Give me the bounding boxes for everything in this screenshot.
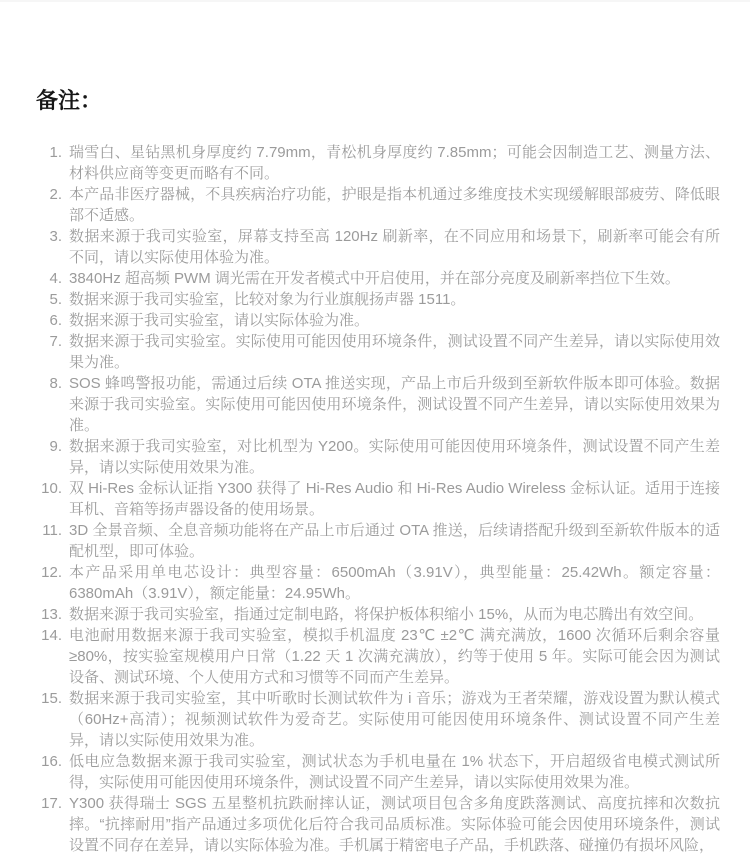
note-number: 10. [41,480,62,497]
note-text: 数据来源于我司实验室，指通过定制电路，将保护板体积缩小 15%，从而为电芯腾出有效空间。 [69,606,704,623]
notes-list [0,142,750,856]
note-number: 1. [49,144,62,161]
note-text: 数据来源于我司实验室，请以实际体验为准。 [69,312,370,329]
note-item [36,604,720,625]
note-number: 16. [41,753,62,770]
note-text: 瑞雪白、星钻黑机身厚度约 7.79mm，青松机身厚度约 7.85mm；可能会因制造工艺、测量方法、材料供应商等变更而略有不同。 [69,144,720,182]
note-number: 17. [41,795,62,812]
note-text: 双 Hi-Res 金标认证指 Y300 获得了 Hi-Res Audio 和 Hi-Res Audio Wireless 金标认证。适用于连接耳机、音箱等扬声器设备的使用场景。 [69,480,720,518]
note-item [36,751,720,793]
note-number: 14. [41,627,62,644]
note-text: 电池耐用数据来源于我司实验室，模拟手机温度 23℃ ±2℃ 满充满放，1600 次循环后剩余容量≥80%，按实验室规模用户日常（1.22 天 1 次满充满放），约等于使用 5 年。实际可能会因为测试设备、测试环境、个人使用方式和习惯等不同而产生差异。 [69,627,720,686]
note-item [36,331,720,373]
note-item [36,793,720,856]
note-number: 4. [49,270,62,287]
note-text: SOS 蜂鸣警报功能，需通过后续 OTA 推送实现，产品上市后升级到至新软件版本即可体验。数据来源于我司实验室。实际使用可能因使用环境条件，测试设置不同产生差异，请以实际使用效果为准。 [69,375,720,434]
note-number: 9. [49,438,62,455]
note-number: 3. [49,228,62,245]
note-text: 数据来源于我司实验室。实际使用可能因使用环境条件，测试设置不同产生差异，请以实际使用效果为准。 [69,333,720,371]
note-text: 低电应急数据来源于我司实验室，测试状态为手机电量在 1% 状态下，开启超级省电模式测试所得，实际使用可能因使用环境条件，测试设置不同产生差异，请以实际使用效果为准。 [69,753,720,791]
note-number: 2. [49,186,62,203]
note-text: 数据来源于我司实验室，屏幕支持至高 120Hz 刷新率，在不同应用和场景下，刷新率可能会有所不同，请以实际使用体验为准。 [69,228,720,266]
notes-section [0,85,750,856]
note-item [36,142,720,184]
note-item [36,436,720,478]
note-text: 本产品非医疗器械，不具疾病治疗功能，护眼是指本机通过多维度技术实现缓解眼部疲劳、降低眼部不适感。 [69,186,720,224]
note-item [36,268,720,289]
note-text: Y300 获得瑞士 SGS 五星整机抗跌耐摔认证，测试项目包含多角度跌落测试、高度抗摔和次数抗摔。“抗摔耐用”指产品通过多项优化后符合我司品质标准。实际体验可能会因使用环境条件，测试设置不同存在差异，请以实际体验为准。手机属于精密电子产品，手机跌落、碰撞仍有损坏风险， [69,795,720,854]
note-number: 5. [49,291,62,308]
note-item [36,520,720,562]
note-item [36,562,720,604]
note-item [36,688,720,751]
note-number: 6. [49,312,62,329]
note-item [36,373,720,436]
page-top-divider [0,0,750,2]
note-number: 11. [42,522,62,539]
note-item [36,310,720,331]
note-number: 13. [41,606,62,623]
page-title: 备注： [36,88,103,113]
note-text: 数据来源于我司实验室，对比机型为 Y200。实际使用可能因使用环境条件，测试设置不同产生差异，请以实际使用效果为准。 [69,438,720,476]
note-item [36,625,720,688]
note-text: 数据来源于我司实验室，其中听歌时长测试软件为 i 音乐；游戏为王者荣耀，游戏设置为默认模式（60Hz+高清）；视频测试软件为爱奇艺。实际使用可能因使用环境条件、测试设置不同产生差异，请以实际使用效果为准。 [69,690,720,749]
note-number: 7. [49,333,62,350]
note-text: 3D 全景音频、全息音频功能将在产品上市后通过 OTA 推送，后续请搭配升级到至新软件版本的适配机型，即可体验。 [69,522,720,560]
note-item [36,184,720,226]
note-text: 3840Hz 超高频 PWM 调光需在开发者模式中开启使用，并在部分亮度及刷新率挡位下生效。 [69,270,680,287]
note-number: 15. [41,690,62,707]
note-text: 本产品采用单电芯设计：典型容量：6500mAh（3.91V），典型能量：25.42Wh。额定容量：6380mAh（3.91V），额定能量：24.95Wh。 [69,564,720,602]
note-item [36,289,720,310]
note-item [36,478,720,520]
note-number: 12. [41,564,62,581]
note-number: 8. [49,375,62,392]
note-item [36,226,720,268]
note-text: 数据来源于我司实验室，比较对象为行业旗舰扬声器 1511。 [69,291,466,308]
